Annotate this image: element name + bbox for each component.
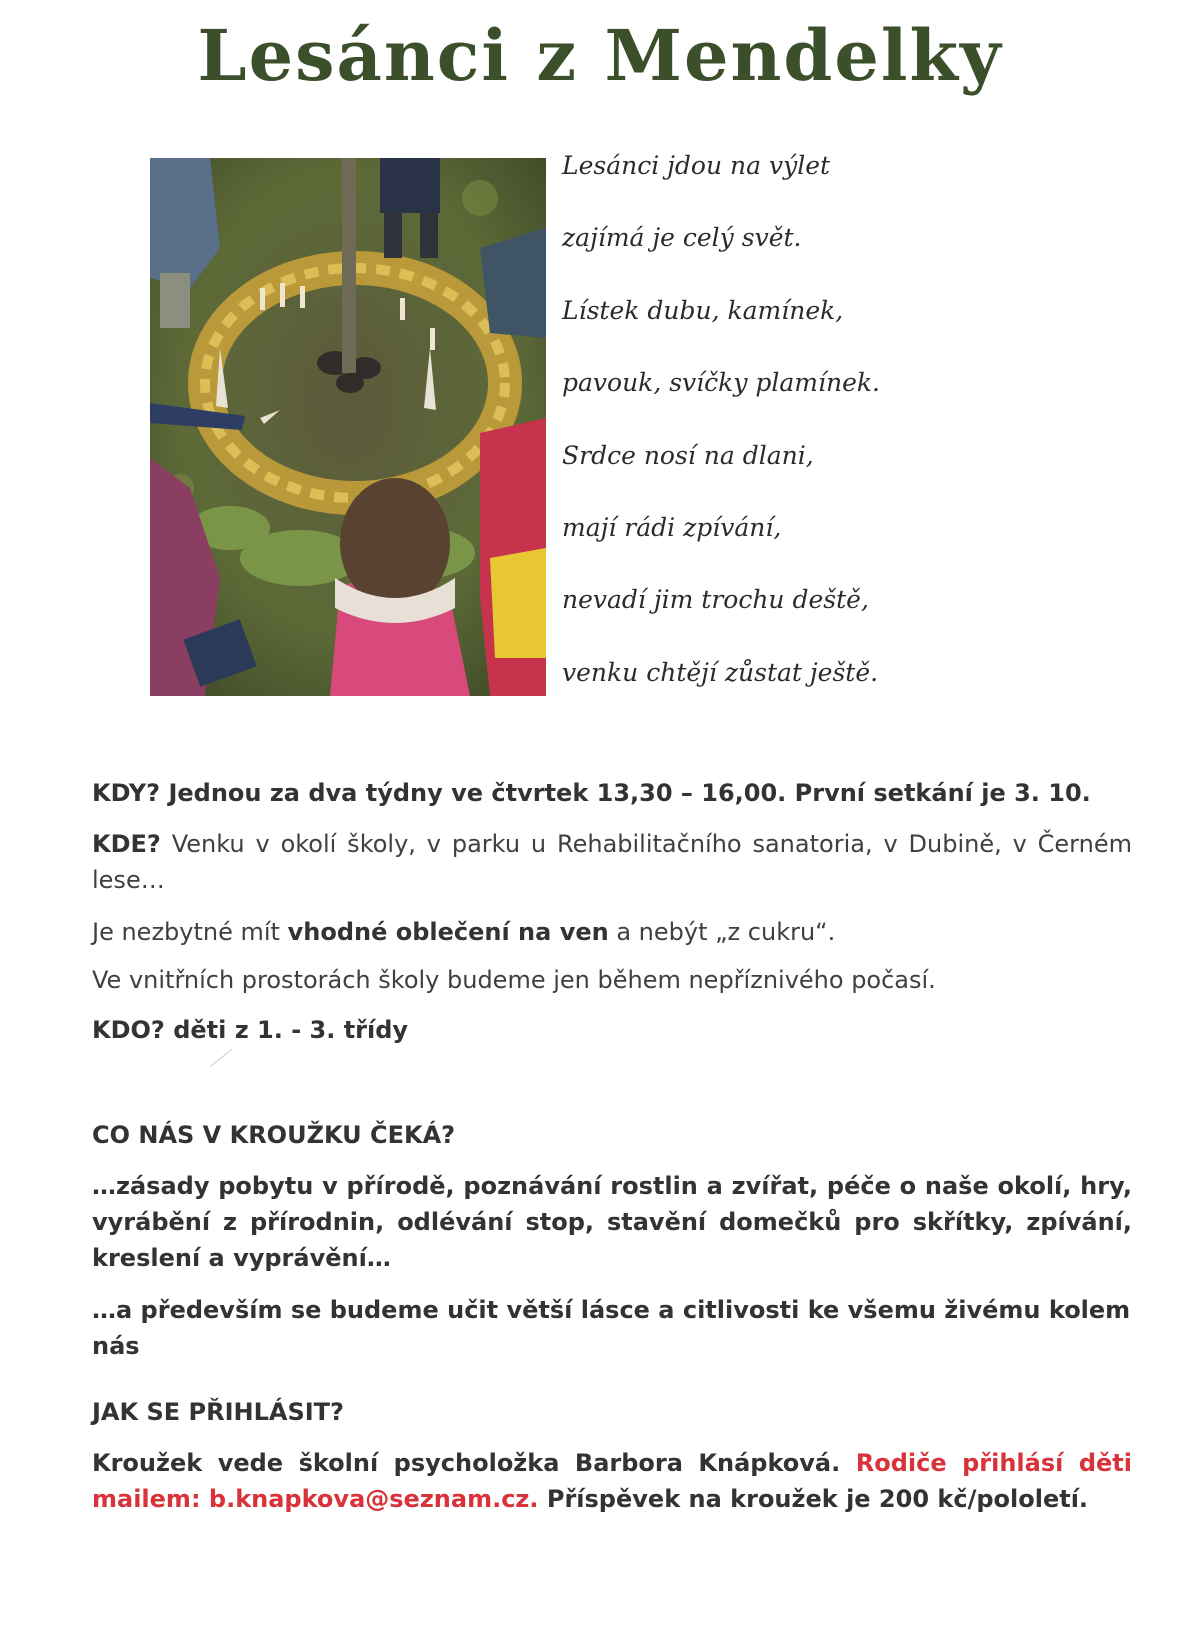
poem-line: zajímá je celý svět.	[562, 223, 802, 253]
when-text: Jednou za dva týdny ve čtvrtek 13,30 – 16,00. První setkání je 3. 10.	[168, 779, 1091, 807]
signup-lead: Kroužek vede školní psycholožka Barbora Knápková.	[92, 1449, 856, 1477]
signup-paragraph	[92, 1445, 1132, 1517]
when-paragraph	[92, 775, 1132, 811]
poem-line: Lístek dubu, kamínek,	[562, 295, 844, 325]
clothing-before: Je nezbytné mít	[92, 918, 288, 946]
flyer-title: Lesánci z Mendelky	[197, 14, 1003, 97]
poem-line: mají rádi zpívání,	[562, 512, 782, 542]
poem-line: venku chtějí zůstat ještě.	[562, 657, 879, 687]
poem-line: Lesánci jdou na výlet	[562, 151, 831, 180]
activities-heading: CO NÁS V KROUŽKU ČEKÁ?	[92, 1121, 456, 1149]
activities-list: …zásady pobytu v přírodě, poznávání rostlin a zvířat, péče o naše okolí, hry, vyrábění z přírodnin, odlévání stop, stavění domečků pro skřítky, zpívání, kreslení a vyprávění…	[92, 1172, 1132, 1272]
when-label: KDY?	[92, 779, 161, 807]
where-paragraph	[92, 826, 1132, 898]
clothing-paragraph	[92, 914, 1132, 950]
activities-goal: …a především se budeme učit větší lásce a citlivosti ke všemu živému kolem nás	[92, 1296, 1131, 1360]
clothing-bold: vhodné oblečení na ven	[287, 918, 609, 946]
scan-mark	[210, 1049, 233, 1067]
indoor-paragraph: Ve vnitřních prostorách školy budeme jen během nepříznivého počasí.	[92, 966, 936, 994]
signup-heading: JAK SE PŘIHLÁSIT?	[92, 1398, 344, 1426]
photo-illustration	[150, 158, 546, 696]
who-text: děti z 1. - 3. třídy	[173, 1016, 409, 1044]
poem-line: nevadí jim trochu deště,	[562, 585, 869, 615]
who-paragraph	[92, 1012, 1132, 1048]
signup-fee: Příspěvek na kroužek je 200 kč/pololetí.	[538, 1485, 1089, 1513]
poem-line: pavouk, svíčky plamínek.	[562, 368, 880, 398]
poem	[562, 146, 962, 725]
where-text: Venku v okolí školy, v parku u Rehabilitačního sanatoria, v Dubině, v Černém lese…	[92, 830, 1132, 894]
clothing-after: a nebýt „z cukru“.	[608, 918, 836, 946]
children-in-forest-photo	[150, 158, 546, 696]
poem-line: Srdce nosí na dlani,	[562, 440, 814, 470]
who-label: KDO?	[92, 1016, 165, 1044]
signup-contact: Rodiče přihlásí děti mailem: b.knapkova@seznam.cz.	[92, 1449, 1132, 1513]
where-label: KDE?	[92, 830, 161, 858]
